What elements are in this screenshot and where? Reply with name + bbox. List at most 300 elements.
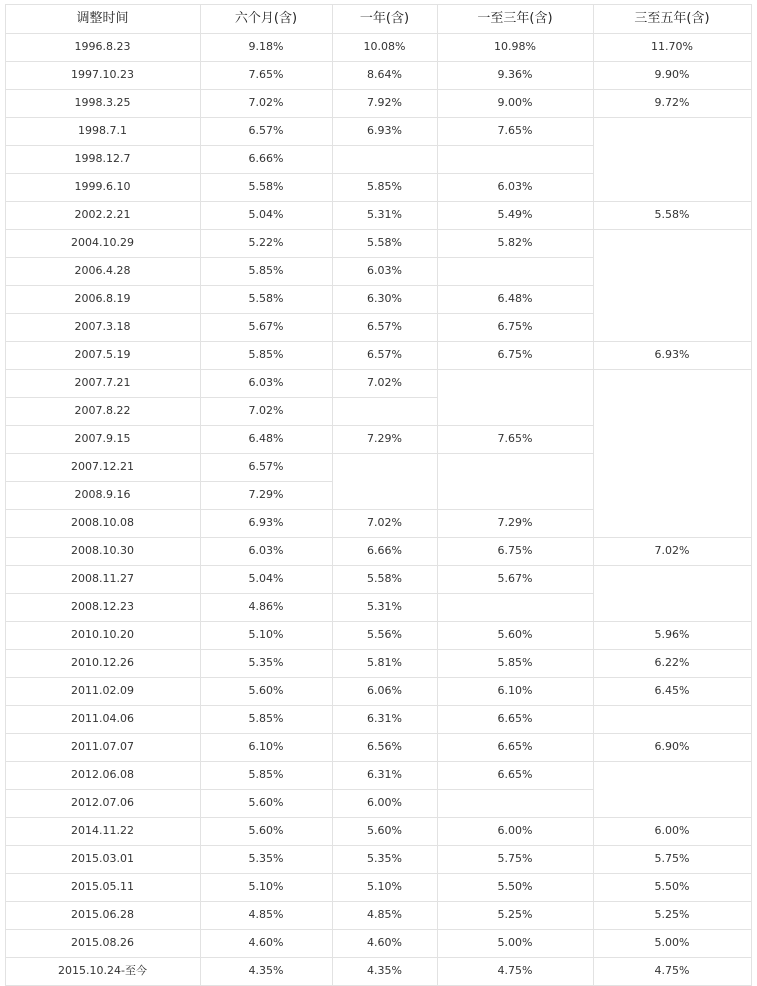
grid-hline <box>200 229 333 230</box>
rate-cell: 6.10% <box>248 740 284 753</box>
rate-cell: 7.29% <box>248 488 284 501</box>
rate-cell: 6.22% <box>654 656 690 669</box>
rate-cell: 11.70% <box>651 40 693 53</box>
header-cell: 调整时间 <box>76 11 129 26</box>
grid-hline <box>5 285 201 286</box>
grid-hline <box>200 733 333 734</box>
grid-hline <box>5 565 201 566</box>
grid-hline <box>5 593 201 594</box>
grid-hline <box>200 201 333 202</box>
rate-cell: 6.31% <box>367 768 402 781</box>
rate-cell: 7.29% <box>367 432 402 445</box>
grid-hline <box>5 201 201 202</box>
grid-hline <box>437 761 594 762</box>
rate-cell: 6.06% <box>367 684 402 697</box>
date-cell: 2002.2.21 <box>74 208 131 221</box>
grid-hline <box>200 929 333 930</box>
date-cell: 2007.8.22 <box>74 404 131 417</box>
grid-hline <box>437 649 594 650</box>
rate-cell: 6.00% <box>497 824 533 837</box>
date-cell: 1996.8.23 <box>74 40 131 53</box>
rate-cell: 7.65% <box>497 432 533 445</box>
grid-hline <box>5 929 201 930</box>
rate-cell: 5.58% <box>367 572 402 585</box>
grid-hline <box>437 369 594 370</box>
grid-hline <box>437 733 594 734</box>
rate-cell: 7.65% <box>248 68 284 81</box>
rate-cell: 5.60% <box>497 628 533 641</box>
grid-hline <box>5 761 201 762</box>
grid-hline <box>332 229 438 230</box>
rate-cell: 6.57% <box>248 460 284 473</box>
grid-hline <box>437 33 594 34</box>
rate-cell: 6.93% <box>248 516 284 529</box>
grid-hline <box>5 817 201 818</box>
grid-hline <box>437 929 594 930</box>
grid-hline <box>593 33 752 34</box>
rate-cell: 7.02% <box>654 544 690 557</box>
grid-hline <box>5 145 201 146</box>
rate-cell: 4.75% <box>497 964 533 977</box>
rate-cell: 5.75% <box>654 852 690 865</box>
grid-hline <box>593 229 752 230</box>
date-cell: 2008.12.23 <box>71 600 134 613</box>
date-cell: 2007.9.15 <box>74 432 131 445</box>
rate-cell: 4.60% <box>367 936 402 949</box>
grid-hline <box>200 593 333 594</box>
rate-cell: 6.03% <box>497 180 533 193</box>
rate-cell: 5.31% <box>367 208 402 221</box>
grid-hline <box>437 677 594 678</box>
rate-cell: 6.75% <box>497 544 533 557</box>
date-cell: 2015.03.01 <box>71 852 134 865</box>
grid-vline <box>200 4 201 985</box>
grid-hline <box>437 89 594 90</box>
grid-hline <box>200 761 333 762</box>
rate-cell: 6.10% <box>497 684 533 697</box>
grid-hline <box>200 313 333 314</box>
grid-hline <box>5 33 201 34</box>
rate-cell: 9.90% <box>654 68 690 81</box>
rate-cell: 5.00% <box>497 936 533 949</box>
rate-cell: 6.03% <box>248 544 284 557</box>
rate-cell: 8.64% <box>367 68 402 81</box>
grid-hline <box>332 565 438 566</box>
grid-hline <box>437 957 594 958</box>
grid-hline <box>332 61 438 62</box>
rate-cell: 4.35% <box>248 964 284 977</box>
rate-cell: 9.18% <box>248 40 284 53</box>
grid-hline <box>437 873 594 874</box>
date-cell: 2008.9.16 <box>74 488 131 501</box>
grid-hline <box>200 957 333 958</box>
rate-cell: 5.31% <box>367 600 402 613</box>
grid-hline <box>332 957 438 958</box>
rate-cell: 5.35% <box>367 852 402 865</box>
grid-hline <box>5 173 201 174</box>
date-cell: 2008.11.27 <box>71 572 134 585</box>
rate-cell: 4.86% <box>248 600 284 613</box>
date-cell: 2015.10.24-至今 <box>58 964 147 977</box>
grid-hline <box>437 537 594 538</box>
rate-cell: 6.65% <box>497 740 533 753</box>
rate-cell: 5.60% <box>248 824 284 837</box>
date-cell: 2006.8.19 <box>74 292 131 305</box>
rate-cell: 10.08% <box>363 40 406 53</box>
rate-cell: 5.22% <box>248 236 284 249</box>
grid-hline <box>200 173 333 174</box>
date-cell: 2007.5.19 <box>74 348 131 361</box>
rate-cell: 4.85% <box>248 908 284 921</box>
grid-hline <box>332 145 438 146</box>
rate-cell: 5.10% <box>248 628 284 641</box>
date-cell: 2008.10.30 <box>71 544 134 557</box>
grid-hline <box>593 873 752 874</box>
grid-hline <box>200 817 333 818</box>
grid-hline <box>5 537 201 538</box>
grid-hline <box>437 201 594 202</box>
rate-cell: 5.96% <box>654 628 690 641</box>
rate-cell: 5.04% <box>248 208 284 221</box>
grid-hline <box>200 117 333 118</box>
grid-hline <box>593 733 752 734</box>
rate-cell: 5.35% <box>248 852 284 865</box>
date-cell: 1998.3.25 <box>74 96 131 109</box>
grid-hline <box>332 621 438 622</box>
grid-hline <box>5 509 201 510</box>
rate-cell: 6.75% <box>497 320 533 333</box>
grid-hline <box>332 509 438 510</box>
date-cell: 2015.05.11 <box>71 880 134 893</box>
date-cell: 2012.07.06 <box>71 796 134 809</box>
date-cell: 2011.02.09 <box>71 684 134 697</box>
rate-cell: 5.58% <box>248 292 284 305</box>
grid-hline <box>437 621 594 622</box>
grid-hline <box>332 313 438 314</box>
grid-hline <box>5 649 201 650</box>
grid-hline <box>593 117 752 118</box>
grid-hline <box>437 901 594 902</box>
grid-vline <box>751 4 752 985</box>
rate-cell: 7.29% <box>497 516 533 529</box>
grid-hline <box>332 929 438 930</box>
grid-hline <box>593 845 752 846</box>
rate-cell: 5.82% <box>497 236 533 249</box>
grid-hline <box>200 901 333 902</box>
grid-hline <box>200 453 333 454</box>
rate-cell: 9.72% <box>654 96 690 109</box>
grid-hline <box>593 761 752 762</box>
grid-hline <box>200 873 333 874</box>
grid-hline <box>200 425 333 426</box>
grid-hline <box>437 509 594 510</box>
rate-cell: 6.03% <box>248 376 284 389</box>
grid-hline <box>332 369 438 370</box>
grid-hline <box>332 285 438 286</box>
rate-cell: 6.30% <box>367 292 402 305</box>
date-cell: 2014.11.22 <box>71 824 134 837</box>
rate-cell: 6.45% <box>654 684 690 697</box>
grid-hline <box>437 453 594 454</box>
grid-hline <box>332 705 438 706</box>
grid-hline <box>200 33 333 34</box>
rate-cell: 5.10% <box>367 880 402 893</box>
header-cell: 六个月(含) <box>234 11 298 26</box>
grid-hline <box>332 761 438 762</box>
rate-cell: 6.57% <box>248 124 284 137</box>
grid-hline <box>593 565 752 566</box>
grid-hline <box>5 733 201 734</box>
grid-hline <box>5 789 201 790</box>
grid-hline <box>5 89 201 90</box>
rate-cell: 5.60% <box>248 796 284 809</box>
rate-cell: 4.85% <box>367 908 402 921</box>
rate-cell: 6.48% <box>248 432 284 445</box>
grid-hline <box>200 341 333 342</box>
grid-hline <box>332 901 438 902</box>
rate-cell: 6.75% <box>497 348 533 361</box>
grid-hline <box>332 425 438 426</box>
grid-hline <box>437 285 594 286</box>
grid-hline <box>437 565 594 566</box>
date-cell: 1997.10.23 <box>71 68 134 81</box>
rate-cell: 5.60% <box>248 684 284 697</box>
grid-hline <box>437 593 594 594</box>
date-cell: 2006.4.28 <box>74 264 131 277</box>
rate-cell: 7.02% <box>248 96 284 109</box>
grid-hline <box>5 4 752 5</box>
grid-hline <box>437 789 594 790</box>
rate-cell: 6.00% <box>367 796 402 809</box>
rate-cell: 5.56% <box>367 628 402 641</box>
date-cell: 2007.7.21 <box>74 376 131 389</box>
grid-hline <box>5 677 201 678</box>
grid-hline <box>332 593 438 594</box>
grid-hline <box>437 341 594 342</box>
date-cell: 2015.08.26 <box>71 936 134 949</box>
rate-cell: 6.90% <box>654 740 690 753</box>
date-cell: 2007.12.21 <box>71 460 134 473</box>
rate-cell: 5.60% <box>367 824 402 837</box>
date-cell: 2010.12.26 <box>71 656 134 669</box>
grid-hline <box>5 341 201 342</box>
rate-cell: 5.58% <box>248 180 284 193</box>
grid-hline <box>593 649 752 650</box>
grid-hline <box>200 285 333 286</box>
rate-cell: 7.65% <box>497 124 533 137</box>
grid-hline <box>200 621 333 622</box>
grid-hline <box>200 649 333 650</box>
grid-hline <box>593 677 752 678</box>
grid-hline <box>200 481 333 482</box>
grid-hline <box>200 61 333 62</box>
grid-vline <box>332 4 333 985</box>
grid-hline <box>332 817 438 818</box>
grid-hline <box>332 89 438 90</box>
rate-cell: 5.50% <box>654 880 690 893</box>
grid-hline <box>437 229 594 230</box>
grid-hline <box>200 845 333 846</box>
rate-cell: 6.65% <box>497 768 533 781</box>
grid-hline <box>437 145 594 146</box>
grid-hline <box>593 901 752 902</box>
rate-cell: 7.02% <box>367 376 402 389</box>
grid-hline <box>437 313 594 314</box>
grid-hline <box>5 621 201 622</box>
grid-hline <box>5 313 201 314</box>
grid-hline <box>5 845 201 846</box>
grid-hline <box>332 649 438 650</box>
grid-hline <box>332 677 438 678</box>
grid-hline <box>5 117 201 118</box>
grid-hline <box>437 117 594 118</box>
grid-hline <box>5 229 201 230</box>
grid-hline <box>332 117 438 118</box>
rate-cell: 6.31% <box>367 712 402 725</box>
rate-cell: 5.49% <box>497 208 533 221</box>
date-cell: 2010.10.20 <box>71 628 134 641</box>
grid-hline <box>593 201 752 202</box>
date-cell: 2004.10.29 <box>71 236 134 249</box>
grid-hline <box>5 257 201 258</box>
rate-cell: 7.02% <box>248 404 284 417</box>
rate-cell: 6.03% <box>367 264 402 277</box>
rate-cell: 4.75% <box>654 964 690 977</box>
rate-cell: 6.66% <box>248 152 284 165</box>
rate-cell: 6.65% <box>497 712 533 725</box>
grid-hline <box>437 845 594 846</box>
date-cell: 1998.12.7 <box>74 152 131 165</box>
grid-hline <box>437 173 594 174</box>
grid-hline <box>200 397 333 398</box>
rate-cell: 5.50% <box>497 880 533 893</box>
rate-cell: 5.00% <box>654 936 690 949</box>
grid-hline <box>437 61 594 62</box>
grid-hline <box>593 957 752 958</box>
rate-cell: 6.93% <box>654 348 690 361</box>
rate-cell: 6.56% <box>367 740 402 753</box>
rate-cell: 4.35% <box>367 964 402 977</box>
rate-cell: 6.66% <box>367 544 402 557</box>
grid-hline <box>5 901 201 902</box>
header-cell: 三至五年(含) <box>634 11 710 26</box>
grid-hline <box>5 397 201 398</box>
date-cell: 2011.04.06 <box>71 712 134 725</box>
date-cell: 2007.3.18 <box>74 320 131 333</box>
grid-hline <box>332 201 438 202</box>
grid-hline <box>437 425 594 426</box>
rate-cell: 5.85% <box>248 768 284 781</box>
grid-hline <box>332 173 438 174</box>
grid-hline <box>200 257 333 258</box>
rate-cell: 5.35% <box>248 656 284 669</box>
grid-hline <box>593 929 752 930</box>
grid-hline <box>437 705 594 706</box>
grid-hline <box>200 369 333 370</box>
grid-hline <box>332 33 438 34</box>
grid-hline <box>437 817 594 818</box>
rate-cell: 9.00% <box>497 96 533 109</box>
rate-cell: 5.85% <box>248 264 284 277</box>
rate-cell: 5.25% <box>654 908 690 921</box>
rate-cell: 5.81% <box>367 656 402 669</box>
grid-hline <box>332 257 438 258</box>
grid-hline <box>332 789 438 790</box>
grid-hline <box>200 565 333 566</box>
rate-cell: 5.67% <box>497 572 533 585</box>
grid-hline <box>593 89 752 90</box>
rate-cell: 5.85% <box>367 180 402 193</box>
grid-hline <box>200 705 333 706</box>
rate-cell: 5.85% <box>248 348 284 361</box>
rate-cell: 6.00% <box>654 824 690 837</box>
rate-cell: 7.92% <box>367 96 402 109</box>
grid-hline <box>5 705 201 706</box>
date-cell: 1998.7.1 <box>78 124 127 137</box>
grid-hline <box>437 257 594 258</box>
date-cell: 2012.06.08 <box>71 768 134 781</box>
grid-vline <box>593 4 594 985</box>
grid-hline <box>200 537 333 538</box>
rate-cell: 4.60% <box>248 936 284 949</box>
date-cell: 2015.06.28 <box>71 908 134 921</box>
date-cell: 2008.10.08 <box>71 516 134 529</box>
grid-hline <box>332 845 438 846</box>
grid-hline <box>593 341 752 342</box>
grid-hline <box>593 537 752 538</box>
grid-hline <box>200 89 333 90</box>
rate-cell: 5.85% <box>497 656 533 669</box>
grid-hline <box>332 873 438 874</box>
grid-hline <box>200 677 333 678</box>
grid-hline <box>5 957 201 958</box>
grid-hline <box>593 369 752 370</box>
rate-cell: 5.67% <box>248 320 284 333</box>
header-cell: 一至三年(含) <box>477 11 553 26</box>
grid-vline <box>437 4 438 985</box>
grid-hline <box>5 425 201 426</box>
grid-hline <box>5 873 201 874</box>
grid-hline <box>5 61 201 62</box>
grid-vline <box>5 4 6 985</box>
rate-cell: 6.57% <box>367 348 402 361</box>
rate-cell: 5.85% <box>248 712 284 725</box>
grid-hline <box>5 369 201 370</box>
rate-cell: 5.58% <box>367 236 402 249</box>
grid-hline <box>593 621 752 622</box>
date-cell: 2011.07.07 <box>71 740 134 753</box>
rate-cell: 6.48% <box>497 292 533 305</box>
grid-hline <box>200 145 333 146</box>
date-cell: 1999.6.10 <box>74 180 131 193</box>
rate-cell: 5.10% <box>248 880 284 893</box>
header-cell: 一年(含) <box>359 11 410 26</box>
grid-hline <box>200 789 333 790</box>
rate-cell: 5.58% <box>654 208 690 221</box>
grid-hline <box>593 61 752 62</box>
rate-cell: 5.25% <box>497 908 533 921</box>
rate-cell: 6.57% <box>367 320 402 333</box>
rate-cell: 5.75% <box>497 852 533 865</box>
rate-cell: 9.36% <box>497 68 533 81</box>
grid-hline <box>332 537 438 538</box>
rate-cell: 10.98% <box>494 40 536 53</box>
grid-hline <box>332 397 438 398</box>
grid-hline <box>200 509 333 510</box>
grid-hline <box>332 341 438 342</box>
grid-hline <box>332 453 438 454</box>
rate-cell: 7.02% <box>367 516 402 529</box>
